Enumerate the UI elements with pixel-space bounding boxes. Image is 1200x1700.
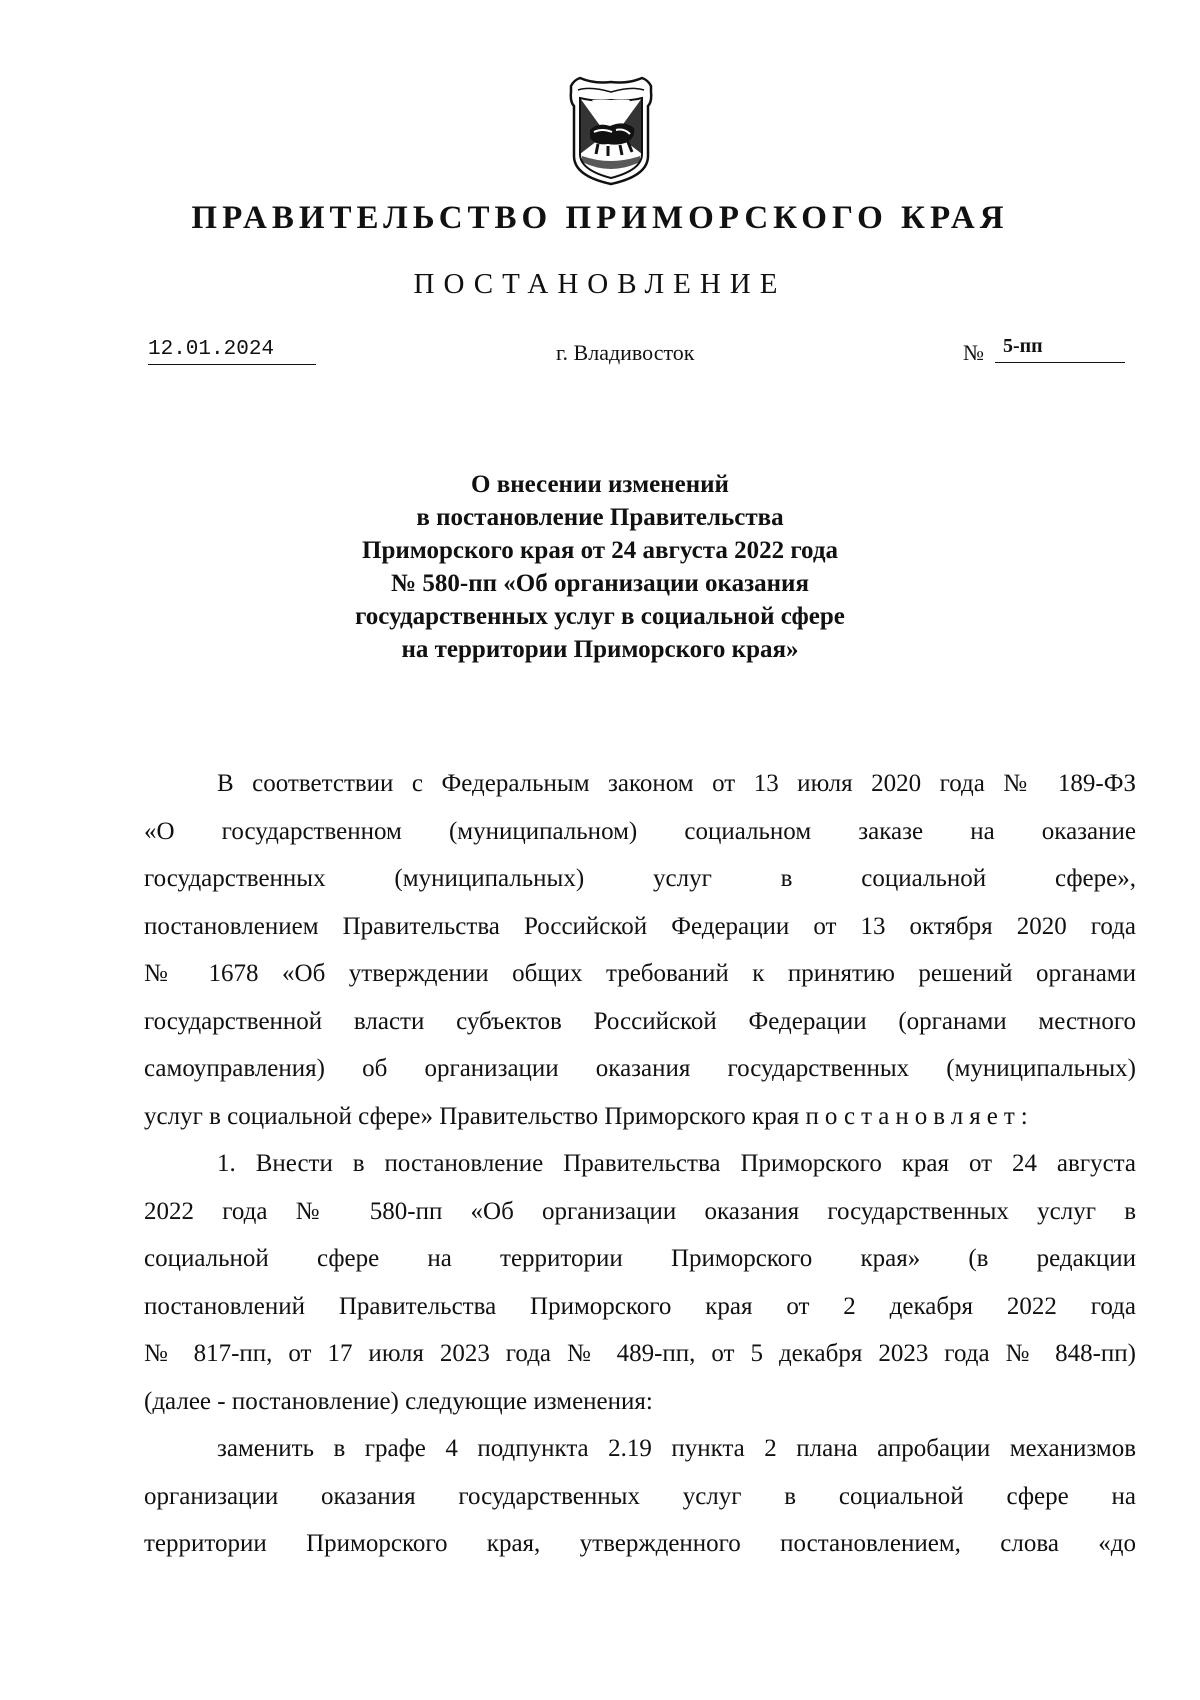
document-body bbox=[144, 760, 1136, 1568]
text-line bbox=[144, 1093, 1136, 1141]
text-fragment: услуг в социальной сфере» Правительство Приморского края bbox=[144, 1102, 800, 1130]
paragraph-replacement bbox=[144, 1425, 1136, 1568]
title-line: О внесении изменений bbox=[471, 471, 729, 498]
document-city: г. Владивосток bbox=[556, 340, 695, 365]
text-line: заменить в графе 4 подпункта 2.19 пункта 2 плана апробации механизмов bbox=[217, 1435, 1136, 1462]
number-label: № bbox=[963, 340, 984, 365]
text-line: В соответствии с Федеральным законом от 13 июля 2020 года № 189-ФЗ bbox=[217, 770, 1136, 797]
text-line: социальной сфере на территории Приморского края» (в редакции bbox=[144, 1245, 1136, 1272]
text-line: «О государственном (муниципальном) социальном заказе на оказание bbox=[144, 817, 1136, 845]
text-line: организации оказания государственных услуг в социальной сфере на bbox=[144, 1482, 1136, 1510]
text-line: 2022 года № 580-пп «Об организации оказания государственных услуг в bbox=[144, 1197, 1136, 1225]
title-line: № 580-пп «Об организации оказания bbox=[391, 570, 809, 597]
title-line: государственных услуг в социальной сфере bbox=[355, 603, 845, 630]
text-line: (далее - постановление) следующие изменения: bbox=[144, 1387, 653, 1415]
document-date: 12.01.2024 bbox=[148, 338, 316, 365]
document-type: ПОСТАНОВЛЕНИЕ bbox=[413, 268, 787, 300]
text-line: 1. Внести в постановление Правительства Приморского края от 24 августа bbox=[217, 1150, 1136, 1177]
coat-of-arms-icon bbox=[568, 72, 654, 188]
text-line: постановлений Правительства Приморского края от 2 декабря 2022 года bbox=[144, 1292, 1136, 1320]
document-number: 5-пп bbox=[995, 335, 1125, 363]
paragraph-item-1 bbox=[144, 1140, 1136, 1425]
title-line: на территории Приморского края» bbox=[401, 636, 799, 663]
organization-name: ПРАВИТЕЛЬСТВО ПРИМОРСКОГО КРАЯ bbox=[191, 200, 1009, 236]
text-line: государственных (муниципальных) услуг в социальной сфере», bbox=[144, 865, 1136, 892]
text-line: № 817-пп, от 17 июля 2023 года № 489-пп, от 5 декабря 2023 года № 848-пп) bbox=[144, 1340, 1136, 1367]
title-line: Приморского края от 24 августа 2022 года bbox=[362, 537, 838, 564]
paragraph-preamble bbox=[144, 760, 1136, 1140]
document-title bbox=[0, 468, 1200, 666]
decree-word: постановляет: bbox=[805, 1102, 1034, 1130]
text-line: государственной власти субъектов Российской Федерации (органами местного bbox=[144, 1007, 1136, 1035]
text-line: постановлением Правительства Российской Федерации от 13 октября 2020 года bbox=[144, 912, 1136, 940]
title-line: в постановление Правительства bbox=[416, 504, 784, 531]
text-line: территории Приморского края, утвержденного постановлением, слова «до bbox=[144, 1530, 1136, 1557]
text-line: № 1678 «Об утверждении общих требований к принятию решений органами bbox=[144, 960, 1136, 987]
text-line: самоуправления) об организации оказания государственных (муниципальных) bbox=[144, 1055, 1136, 1082]
